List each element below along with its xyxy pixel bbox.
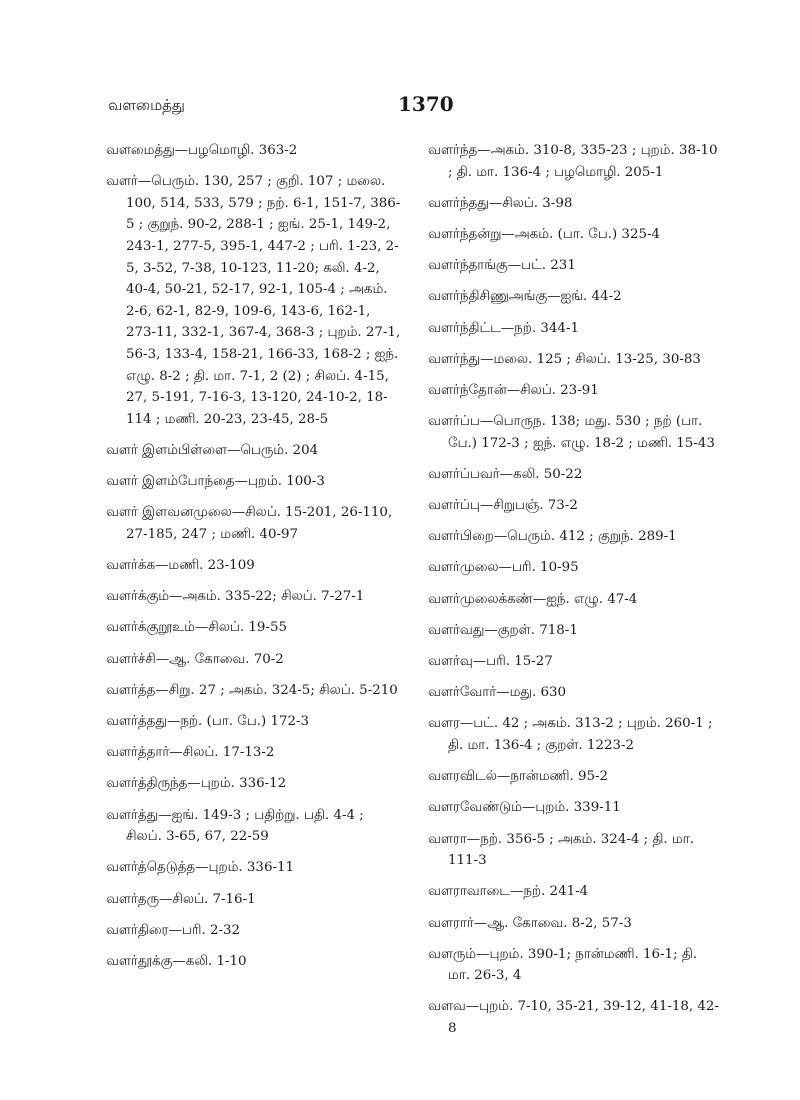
- right-column: [428, 140, 723, 1049]
- index-entry: வளர்ந்திசிணுஅங்கு—ஐங். 44-2: [428, 289, 622, 305]
- index-entry: வளர்ந்தன்று—அகம். (பா. பே.) 325-4: [428, 226, 661, 242]
- index-entry: வளர்வு—பரி. 15-27: [428, 654, 553, 669]
- index-entry: வளர்த்த—சிறு. 27 ; அகம். 324-5; சிலப். 5-210: [106, 682, 398, 698]
- index-entry: வளர—பட். 42 ; அகம். 313-2 ; புறம். 260-1 ; தி. மா. 136-4 ; குறள். 1223-2: [428, 716, 713, 753]
- index-entry: வளர்ந்த—அகம். 310-8, 335-23 ; புறம். 38-10 ; தி. மா. 136-4 ; பழமொழி. 205-1: [428, 143, 718, 180]
- index-entry: வளர் இளம்போந்தை—புறம். 100-3: [106, 474, 325, 490]
- index-entry: வளர்ப்பு—சிறுபஞ். 73-2: [428, 498, 578, 514]
- page-number: 1370: [398, 92, 454, 116]
- index-entry: வளரவிடல்—நான்மணி. 95-2: [428, 769, 609, 785]
- index-entry: வளர்தூக்கு—கலி. 1-10: [106, 953, 247, 969]
- index-entry: வளர்ப்பவர்—கலி. 50-22: [428, 466, 583, 482]
- index-entry: வளர்திரை—பரி. 2-32: [106, 922, 241, 938]
- index-entry: வளர் இளம்பிள்ளை—பெரும். 204: [106, 442, 319, 458]
- index-entry: வளர்முலை—பரி. 10-95: [428, 560, 579, 576]
- index-entry: வளர்ந்தோன்—சிலப். 23-91: [428, 382, 599, 398]
- page-header: [108, 92, 708, 120]
- index-entry: வளர்ந்தாங்கு—பட். 231: [428, 258, 576, 274]
- index-entry: வளர்த்து—ஐங். 149-3 ; பதிற்று. பதி. 4-4 ; சிலப். 3-65, 67, 22-59: [106, 807, 364, 845]
- index-entry: வளர்க்குறூஉம்—சிலப். 19-55: [106, 620, 287, 636]
- index-entry: வளர்முலைக்கண்—ஐந். எழு. 47-4: [428, 591, 638, 607]
- index-entry: வளர்வோர்—மது. 630: [428, 685, 567, 701]
- index-entry: வளரும்—புறம். 390-1; நான்மணி. 16-1; தி. மா. 26-3, 4: [428, 946, 698, 984]
- index-entry: வளர்தரு—சிலப். 7-16-1: [106, 891, 256, 907]
- index-entry: வளரவேண்டும்—புறம். 339-11: [428, 800, 621, 816]
- index-entry: வளர்த்தெடுத்த—புறம். 336-11: [106, 860, 295, 876]
- index-entry: வளரார்—ஆ. கோவை. 8-2, 57-3: [428, 915, 632, 931]
- index-entry: வளர்க்கும்—அகம். 335-22; சிலப். 7-27-1: [106, 589, 365, 605]
- index-entry: வளரா—நற். 356-5 ; அகம். 324-4 ; தி. மா. 111-3: [428, 831, 694, 869]
- index-entry: வளர் இளவனமுலை—சிலப். 15-201, 26-110, 27-185, 247 ; மணி. 40-97: [106, 505, 393, 542]
- index-entry: வளர்ப்ப—பொருந. 138; மது. 530 ; நற் (பா. பே.) 172-3 ; ஐந். எழு. 18-2 ; மணி. 15-43: [428, 414, 715, 451]
- index-entry: வளர்வது—குறள். 718-1: [428, 622, 578, 638]
- index-entry: வளர்ச்சி—ஆ. கோவை. 70-2: [106, 651, 284, 667]
- index-entry: வளமைத்து—பழமொழி. 363-2: [106, 143, 298, 158]
- running-head: வளமைத்து: [108, 96, 185, 114]
- index-entry: வளர்த்தது—நற். (பா. பே.) 172-3: [106, 714, 310, 729]
- left-column: [106, 140, 401, 982]
- index-entry: வளர்த்திருந்த—புறம். 336-12: [106, 776, 287, 792]
- index-entry: வளர்ந்து—மலை. 125 ; சிலப். 13-25, 30-83: [428, 351, 701, 367]
- index-entry: வளவ—புறம். 7-10, 35-21, 39-12, 41-18, 42-8: [428, 999, 719, 1037]
- index-entry: வளர்க்க—மணி. 23-109: [106, 558, 255, 574]
- index-entry: வளராவாடை—நற். 241-4: [428, 884, 589, 900]
- index-entry: வளர்ந்திட்ட—நற். 344-1: [428, 320, 579, 336]
- index-entry: வளர்—பெரும். 130, 257 ; குறி. 107 ; மலை. 100, 514, 533, 579 ; நற். 6-1, 151-7, 386-5 ; குறுந். 90-2, 288-1 ; ஐங். 25-1, 149-2, 243-1, 277-5, 395-1, 447-2 ; பரி. 1-23, 2-5, 3-52, 7-38, 10-123, 11-20; கலி. 4-2, 40-4, 50-21, 52-17, 92-1, 105-4 ; அகம். 2-6, 62-1, 82-9, 109-6, 143-6, 162-1, 273-11, 332-1, 367-4, 368-3 ; புறம். 27-1, 56-3, 133-4, 158-21, 166-33, 168-2 ; ஐந். எழு. 8-2 ; தி. மா. 7-1, 2 (2) ; சிலப். 4-15, 27, 5-191, 7-16-3, 13-120, 24-10-2, 18-114 ; மணி. 20-23, 23-45, 28-5: [106, 174, 401, 427]
- index-entry: வளர்ந்தது—சிலப். 3-98: [428, 195, 573, 211]
- index-entry: வளர்பிறை—பெரும். 412 ; குறுந். 289-1: [428, 529, 677, 545]
- index-entry: வளர்த்தார்—சிலப். 17-13-2: [106, 745, 275, 761]
